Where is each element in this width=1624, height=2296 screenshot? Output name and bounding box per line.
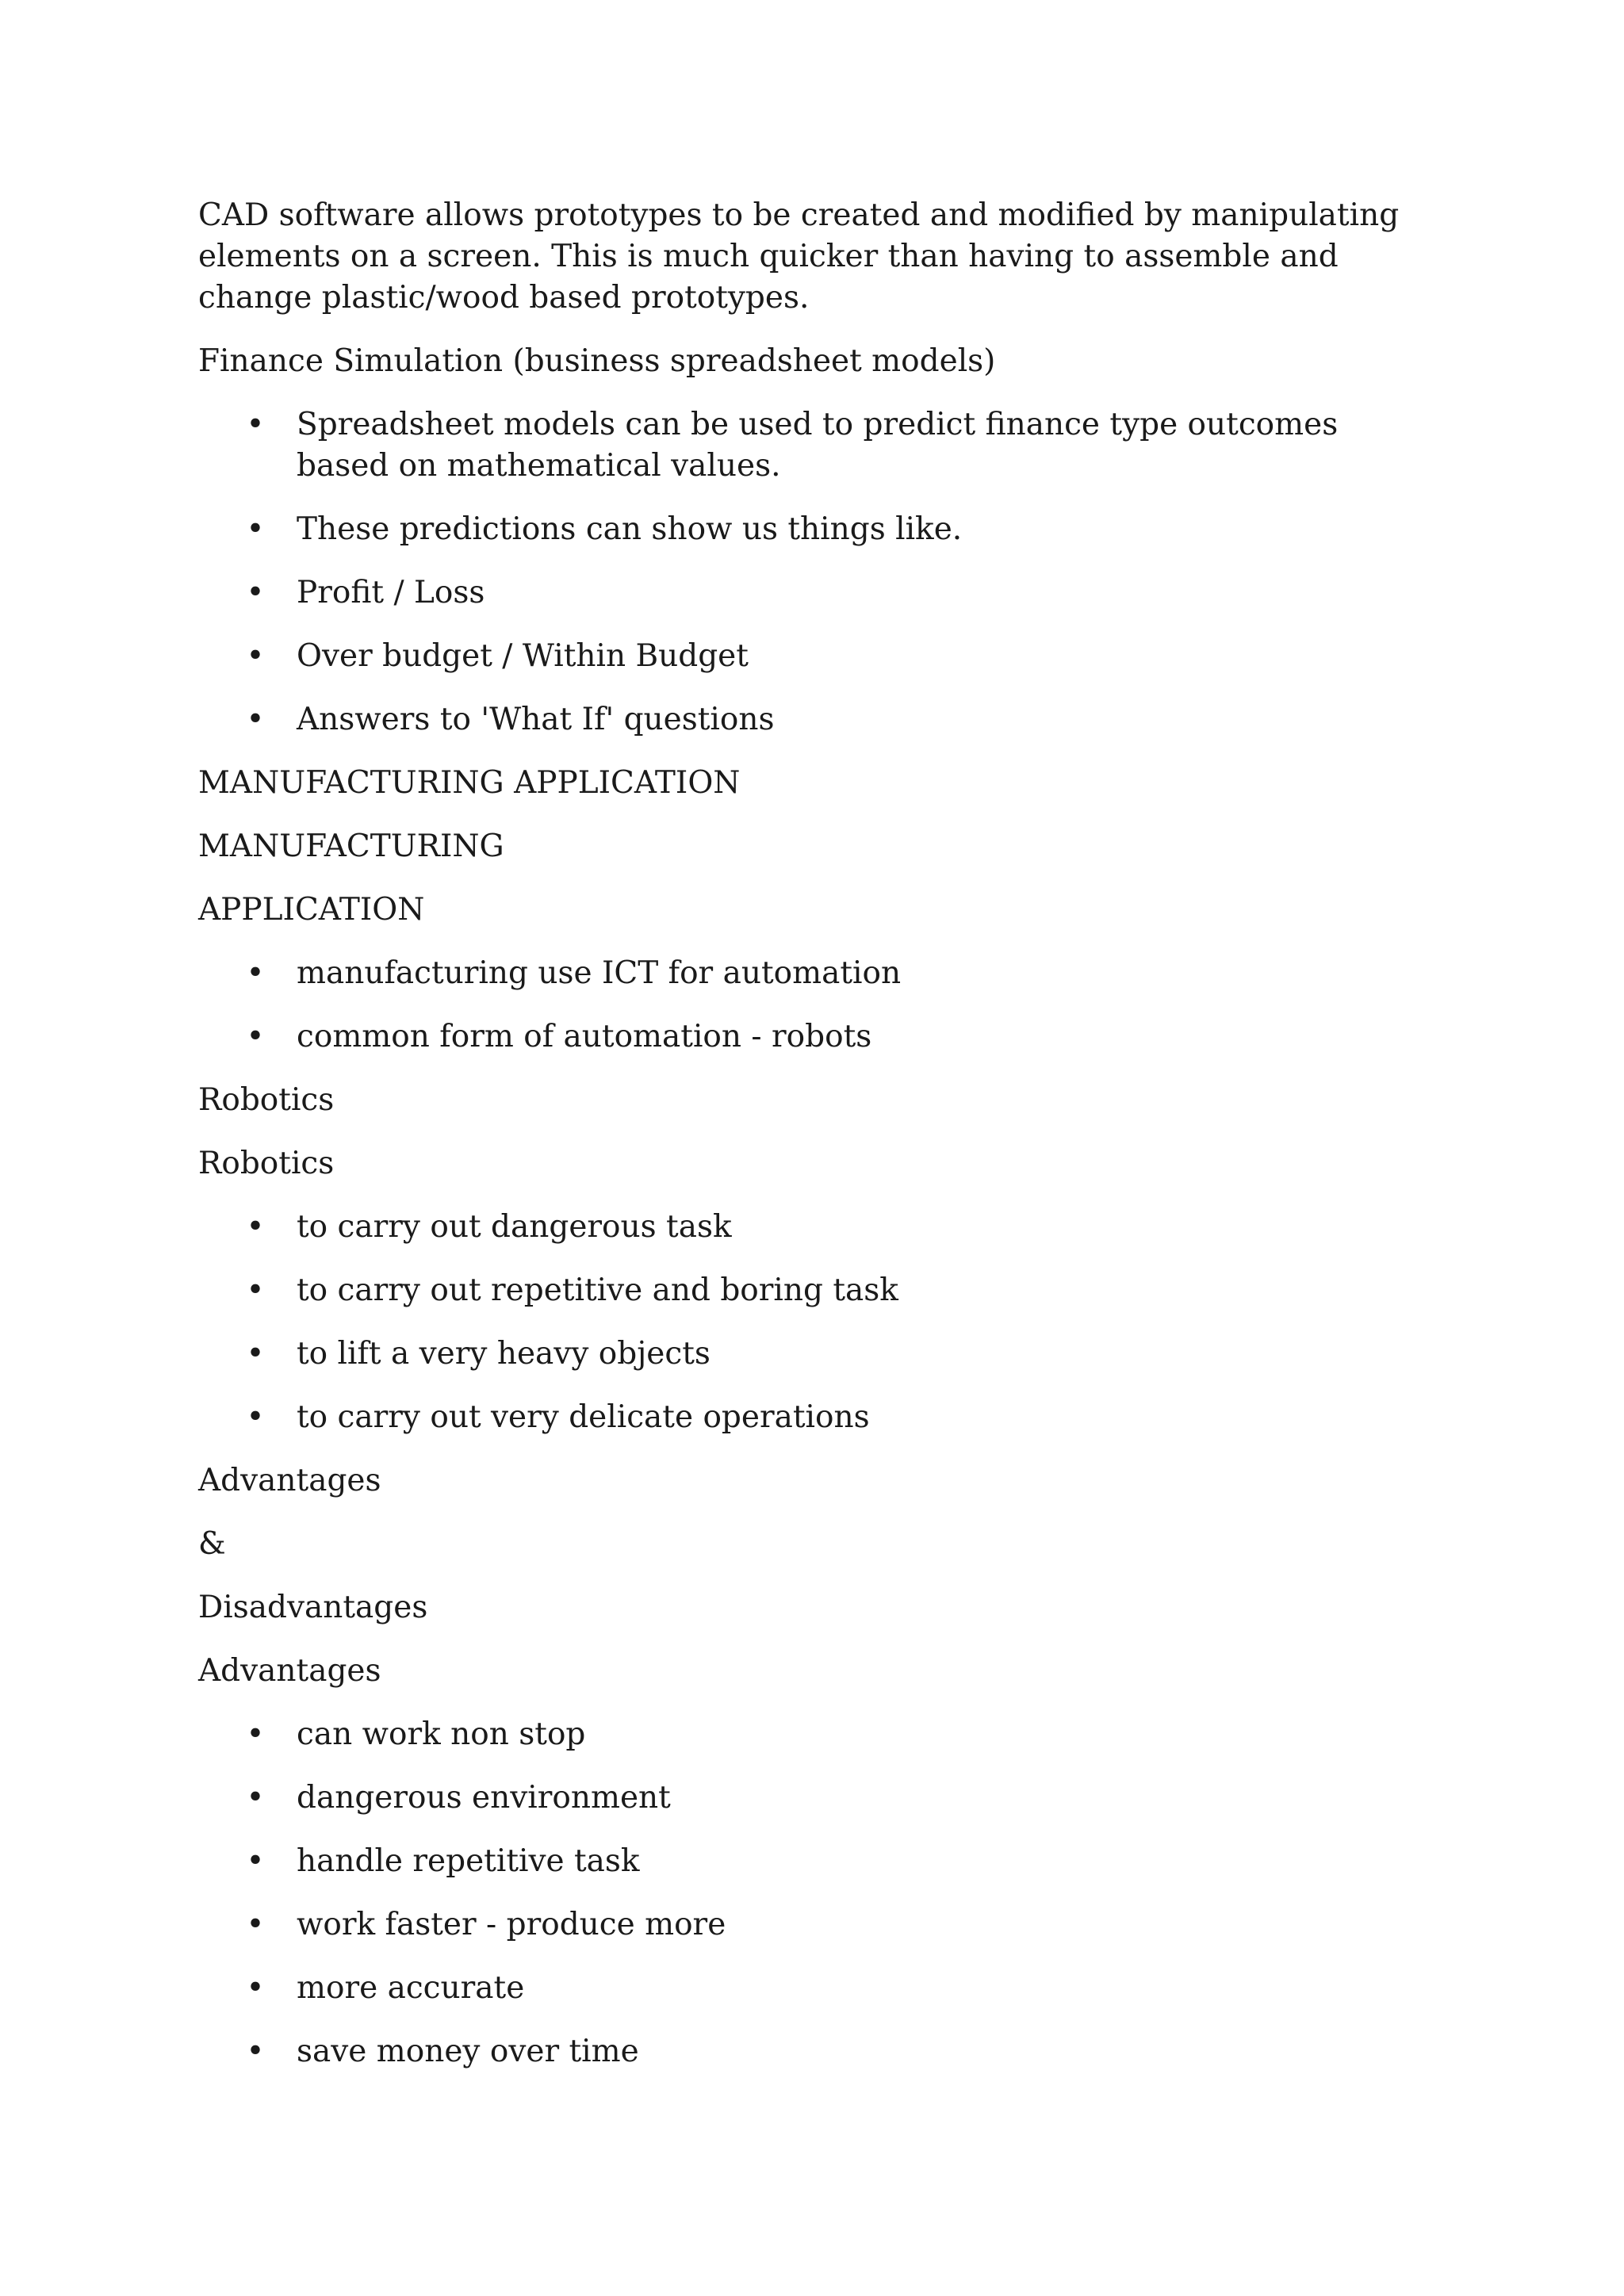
bullet-icon (246, 636, 265, 677)
bullet-text: Spreadsheet models can be used to predict finance type outcomes based on mathematical values. (297, 407, 1339, 484)
bullet-item (198, 509, 1435, 550)
bullet-item (198, 1841, 1435, 1882)
bullet-item (198, 572, 1435, 614)
bullet-icon (246, 509, 265, 550)
bullet-text: can work non stop (297, 1716, 586, 1752)
paragraph: Finance Simulation (business spreadsheet models) (198, 343, 996, 379)
bullet-text: to lift a very heavy objects (297, 1336, 710, 1372)
paragraph: CAD software allows prototypes to be created and modified by manipulating elements on a screen. This is much quicker than having to assemble and change plastic/wood based prototypes. (198, 197, 1400, 316)
paragraph: Robotics (198, 1146, 335, 1181)
bullet-item (198, 1968, 1435, 2009)
bullet-text: to carry out dangerous task (297, 1209, 732, 1245)
paragraph: Advantages (198, 1463, 381, 1498)
paragraph: MANUFACTURING (198, 828, 504, 864)
bullet-icon (246, 699, 265, 740)
paragraph: MANUFACTURING APPLICATION (198, 765, 741, 801)
paragraph: & (198, 1526, 226, 1562)
bullet-icon (246, 953, 265, 994)
bullet-text: more accurate (297, 1970, 525, 2006)
bullet-text: to carry out repetitive and boring task (297, 1272, 898, 1308)
bullet-item (198, 1270, 1435, 1311)
bullet-list (198, 404, 1435, 740)
bullet-item (198, 953, 1435, 994)
bullet-item (198, 1016, 1435, 1058)
bullet-item (198, 1777, 1435, 1819)
bullet-item (198, 1904, 1435, 1946)
bullet-icon (246, 1334, 265, 1375)
bullet-text: common form of automation - robots (297, 1019, 872, 1054)
bullet-item (198, 1714, 1435, 1755)
paragraph: Robotics (198, 1082, 335, 1118)
bullet-icon (246, 2031, 265, 2072)
bullet-icon (246, 1904, 265, 1946)
bullet-text: Over budget / Within Budget (297, 638, 749, 674)
bullet-text: Profit / Loss (297, 575, 485, 610)
bullet-text: handle repetitive task (297, 1843, 640, 1879)
paragraph: Disadvantages (198, 1590, 428, 1625)
bullet-text: These predictions can show us things like. (297, 511, 963, 547)
bullet-text: to carry out very delicate operations (297, 1399, 870, 1435)
bullet-item (198, 636, 1435, 677)
bullet-text: save money over time (297, 2034, 639, 2069)
bullet-list (198, 953, 1435, 1058)
bullet-icon (246, 572, 265, 614)
bullet-icon (246, 404, 265, 446)
bullet-icon (246, 1207, 265, 1248)
bullet-icon (246, 1714, 265, 1755)
bullet-icon (246, 1270, 265, 1311)
bullet-item (198, 1334, 1435, 1375)
bullet-item (198, 1397, 1435, 1438)
bullet-text: Answers to 'What If' questions (297, 702, 775, 737)
bullet-icon (246, 1777, 265, 1819)
bullet-item (198, 699, 1435, 740)
bullet-text: work faster - produce more (297, 1907, 726, 1942)
bullet-list (198, 1714, 1435, 2072)
paragraph: APPLICATION (198, 892, 425, 928)
bullet-item (198, 404, 1435, 487)
bullet-icon (246, 1397, 265, 1438)
document-body (198, 195, 1435, 2095)
bullet-icon (246, 1841, 265, 1882)
bullet-text: manufacturing use ICT for automation (297, 955, 902, 991)
bullet-item (198, 1207, 1435, 1248)
bullet-icon (246, 1968, 265, 2009)
bullet-text: dangerous environment (297, 1780, 671, 1816)
bullet-item (198, 2031, 1435, 2072)
bullet-list (198, 1207, 1435, 1438)
paragraph: Advantages (198, 1653, 381, 1689)
bullet-icon (246, 1016, 265, 1058)
